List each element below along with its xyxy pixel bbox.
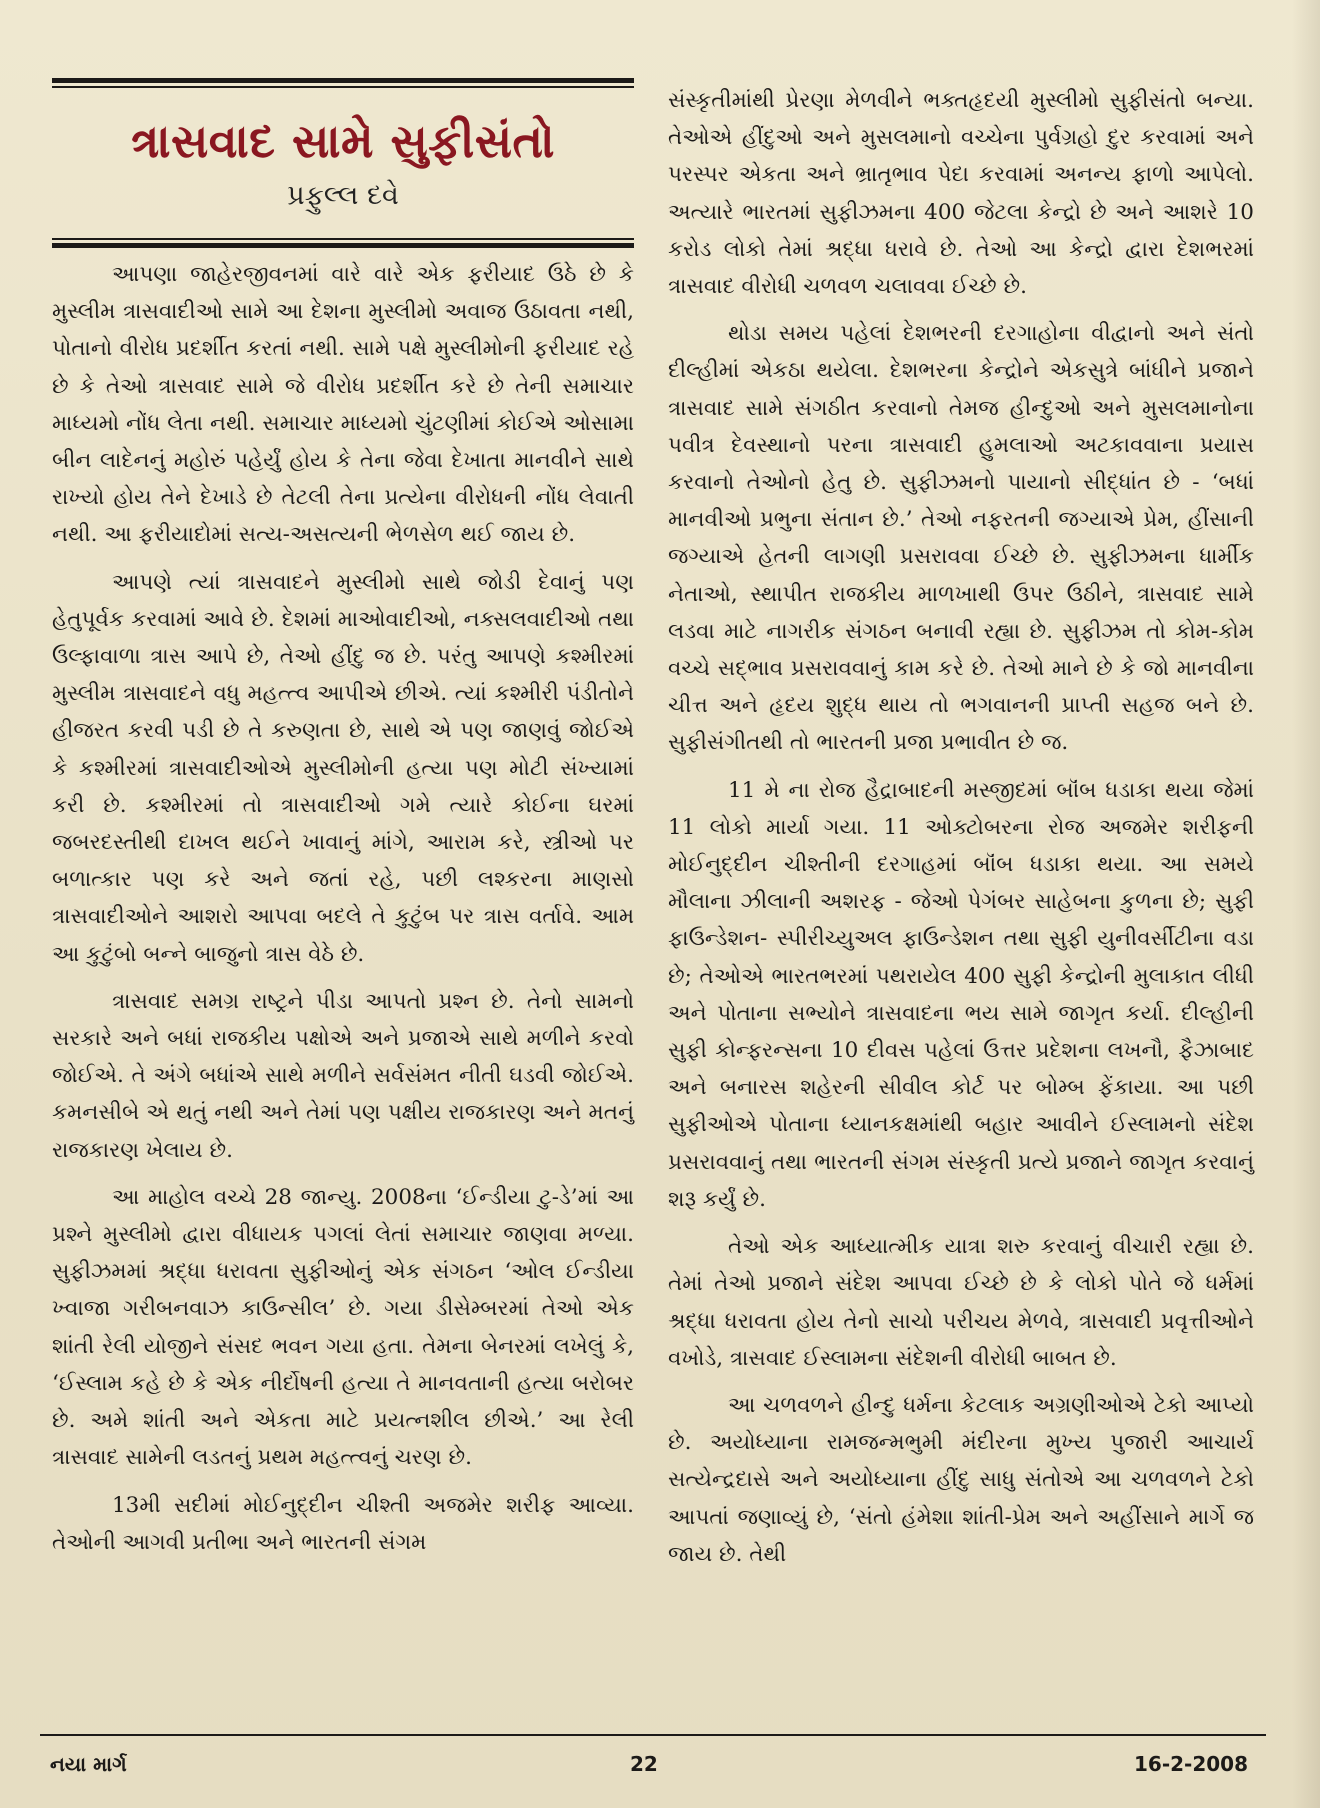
- article-author: પ્રફુલ્લ દવે: [287, 180, 399, 211]
- paragraph: તેઓ એક આધ્યાત્મીક યાત્રા શરુ કરવાનું વીચારી રહ્યા છે. તેમાં તેઓ પ્રજાને સંદેશ આપવા ઈચ્છે છે કે લોકો પોતે જે ધર્મમાં શ્રદ્ધા ધરાવતા હોય તેનો સાચો પરીચય મેળવે, ત્રાસવાદી પ્રવૃત્તીઓને વખોડે, ત્રાસવાદ ઈસ્લામના સંદેશની વીરોધી બાબત છે.: [668, 1234, 1254, 1371]
- paragraph: આ માહોલ વચ્ચે 28 જાન્યુ. 2008ના ‘ઈન્ડીયા ટુ-ડે’માં આ પ્રશ્ને મુસ્લીમો દ્વારા વીધાયક પગલાં લેતાં સમાચાર જાણવા મળ્યા. સુફીઝમમાં શ્રદ્ધા ધરાવતા સુફીઓનું એક સંગઠન ‘ઓલ ઈન્ડીયા ખ્વાજા ગરીબનવાઝ કાઉન્સીલ’ છે. ગયા ડીસેમ્બરમાં તેઓ એક શાંતી રેલી યોજીને સંસદ ભવન ગયા હતા. તેમના બેનરમાં લખેલું કે, ‘ઈસ્લામ કહે છે કે એક નીર્દોષની હત્યા તે માનવતાની હત્યા બરોબર છે. અમે શાંતી અને એકતા માટે પ્રયત્નશીલ છીએ.’ આ રેલી ત્રાસવાદ સામેની લડતનું પ્રથમ મહત્ત્વનું ચરણ છે.: [52, 1184, 634, 1471]
- paragraph: સંસ્કૃતીમાંથી પ્રેરણા મેળવીને ભક્તહૃદયી મુસ્લીમો સુફીસંતો બન્યા. તેઓએ હીંદુઓ અને મુસલમાનો વચ્ચેના પુર્વગ્રહો દુર કરવામાં અને પરસ્પર એકતા અને ભ્રાતૃભાવ પેદા કરવામાં અનન્ય ફાળો આપેલો. અત્યારે ભારતમાં સુફીઝમના 400 જેટલા કેન્દ્રો છે અને આશરે 10 કરોડ લોકો તેમાં શ્રદ્ધા ધરાવે છે. તેઓ આ કેન્દ્રો દ્વારા દેશભરમાં ત્રાસવાદ વીરોધી ચળવળ ચલાવવા ઈચ્છે છે.: [668, 88, 1254, 300]
- footer-rule: [40, 1734, 1266, 1736]
- publication-name: નયા માર્ગ: [50, 1752, 127, 1776]
- paragraph: 13મી સદીમાં મોઈનુદ્દીન ચીશ્તી અજમેર શરીફ આવ્યા. તેઓની આગવી પ્રતીભા અને ભારતની સંગમ: [52, 1492, 634, 1555]
- paragraph: 11 મે ના રોજ હૈદ્રાબાદની મસ્જીદમાં બૉંબ ધડાકા થયા જેમાં 11 લોકો માર્યા ગયા. 11 ઓક્ટોબરના રોજ અજમેર શરીફની મોઈનુદ્દીન ચીશ્તીની દરગાહમાં બૉંબ ધડાકા થયા. આ સમયે મૌલાના ઝીલાની અશરફ - જેઓ પેગંબર સાહેબના કુળના છે; સુફી ફાઉન્ડેશન- સ્પીરીચ્યુઅલ ફાઉન્ડેશન તથા સુફી યુનીવર્સીટીના વડા છે; તેઓએ ભારતભરમાં પથરાયેલ 400 સુફી કેન્દ્રોની મુલાકાત લીધી અને પોતાના સભ્યોને ત્રાસવાદના ભય સામે જાગૃત કર્યા. દીલ્હીની સુફી કોન્ફરન્સના 10 દીવસ પહેલાં ઉત્તર પ્રદેશના લખનૌ, ફૈઝાબાદ અને બનારસ શહેરની સીવીલ કોર્ટ પર બોમ્બ ફેંકાયા. આ પછી સુફીઓએ પોતાના ધ્યાનકક્ષમાંથી બહાર આવીને ઈસ્લામનો સંદેશ પ્રસરાવવાનું તથા ભારતની સંગમ સંસ્કૃતી પ્રત્યે પ્રજાને જાગૃત કરવાનું શરૂ કર્યું છે.: [668, 777, 1254, 1212]
- page-edge-shadow: [1292, 0, 1320, 1808]
- paragraph: આપણા જાહેરજીવનમાં વારે વારે એક ફરીયાદ ઉઠે છે કે મુસ્લીમ ત્રાસવાદીઓ સામે આ દેશના મુસ્લીમો અવાજ ઉઠાવતા નથી, પોતાનો વીરોધ પ્રદર્શીત કરતાં નથી. સામે પક્ષે મુસ્લીમોની ફરીયાદ રહે છે કે તેઓ ત્રાસવાદ સામે જે વીરોધ પ્રદર્શીત કરે છે તેની સમાચાર માધ્યમો નોંધ લેતા નથી. સમાચાર માધ્યમો ચુંટણીમાં કોઈએ ઓસામા બીન લાદેનનું મહોરું પહેર્યું હોય કે તેના જેવા દેખાતા માનવીને સાથે રાખ્યો હોય તેને દેખાડે છે તેટલી તેના પ્રત્યેના વીરોધની નોંધ લેવાતી નથી. આ ફરીયાદોમાં સત્ય-અસત્યની ભેળસેળ થઈ જાય છે.: [52, 262, 634, 548]
- paragraph: આપણે ત્યાં ત્રાસવાદને મુસ્લીમો સાથે જોડી દેવાનું પણ હેતુપૂર્વક કરવામાં આવે છે. દેશમાં માઓવાદીઓ, નક્સલવાદીઓ તથા ઉલ્ફાવાળા ત્રાસ આપે છે, તેઓ હીંદુ જ છે. પરંતુ આપણે કશ્મીરમાં મુસ્લીમ ત્રાસવાદને વધુ મહત્ત્વ આપીએ છીએ. ત્યાં કશ્મીરી પંડીતોને હીજરત કરવી પડી છે તે કરુણતા છે, સાથે એ પણ જાણવું જોઈએ કે કશ્મીરમાં ત્રાસવાદીઓએ મુસ્લીમોની હત્યા પણ મોટી સંખ્યામાં કરી છે. કશ્મીરમાં તો ત્રાસવાદીઓ ગમે ત્યારે કોઈના ઘરમાં જબરદસ્તીથી દાખલ થઈને ખાવાનું માંગે, આરામ કરે, સ્ત્રીઓ પર બળાત્કાર પણ કરે અને જતાં રહે, પછી લશ્કરના માણસો ત્રાસવાદીઓને આશરો આપવા બદલે તે કુટુંબ પર ત્રાસ વર્તાવે. આમ આ કુટુંબો બન્ને બાજુનો ત્રાસ વેઠે છે.: [52, 569, 634, 967]
- page-footer: [40, 1752, 1266, 1788]
- paragraph: ત્રાસવાદ સમગ્ર રાષ્ટ્રને પીડા આપતો પ્રશ્ન છે. તેનો સામનો સરકારે અને બધાં રાજકીય પક્ષોએ અને પ્રજાએ સાથે મળીને કરવો જોઈએ. તે અંગે બધાંએ સાથે મળીને સર્વસંમત નીતી ઘડવી જોઈએ. કમનસીબે એ થતું નથી અને તેમાં પણ પક્ષીય રાજકારણ અને મતનું રાજકારણ ખેલાય છે.: [52, 988, 634, 1163]
- header-bottom-rule: [52, 243, 634, 248]
- article-header: [52, 78, 634, 248]
- right-column: [668, 82, 1254, 1573]
- left-column: [52, 256, 634, 1561]
- paragraph: આ ચળવળને હીન્દુ ધર્મના કેટલાક અગ્રણીઓએ ટેકો આપ્યો છે. અયોધ્યાના રામજન્મભુમી મંદીરના મુખ્ય પુજારી આચાર્ય સત્યેન્દ્રદાસે અને અયોધ્યાના હીંદુ સાધુ સંતોએ આ ચળવળને ટેકો આપતાં જણાવ્યું છે, ‘સંતો હંમેશા શાંતી-પ્રેમ અને અહીંસાને માર્ગે જ જાય છે. તેથી: [668, 1392, 1254, 1567]
- issue-date: 16-2-2008: [1133, 1752, 1248, 1776]
- header-top-thin-rule: [52, 86, 634, 88]
- paragraph: થોડા સમય પહેલાં દેશભરની દરગાહોના વીદ્વાનો અને સંતો દીલ્હીમાં એકઠા થયેલા. દેશભરના કેન્દ્રોને એકસુત્રે બાંધીને પ્રજાને ત્રાસવાદ સામે સંગઠીત કરવાનો તેમજ હીન્દુઓ અને મુસલમાનોના પવીત્ર દેવસ્થાનો પરના ત્રાસવાદી હુમલાઓ અટકાવવાના પ્રયાસ કરવાનો તેઓનો હેતુ છે. સુફીઝમનો પાયાનો સીદ્ધાંત છે - ‘બધાં માનવીઓ પ્રભુના સંતાન છે.’ તેઓ નફરતની જગ્યાએ પ્રેમ, હીંસાની જગ્યાએ હેતની લાગણી પ્રસરાવવા ઈચ્છે છે. સુફીઝમના ધાર્મીક નેતાઓ, સ્થાપીત રાજકીય માળખાથી ઉપર ઉઠીને, ત્રાસવાદ સામે લડવા માટે નાગરીક સંગઠન બનાવી રહ્યા છે. સુફીઝમ તો કોમ-કોમ વચ્ચે સદ્ભાવ પ્રસરાવવાનું કામ કરે છે. તેઓ માને છે કે જો માનવીના ચીત્ત અને હૃદય શુદ્ધ થાય તો ભગવાનની પ્રાપ્તી સહજ બને છે. સુફીસંગીતથી તો ભારતની પ્રજા પ્રભાવીત છે જ.: [668, 321, 1254, 756]
- article-title: ત્રાસવાદ સામે સુફીસંતો: [130, 114, 555, 168]
- page-number: 22: [630, 1752, 658, 1776]
